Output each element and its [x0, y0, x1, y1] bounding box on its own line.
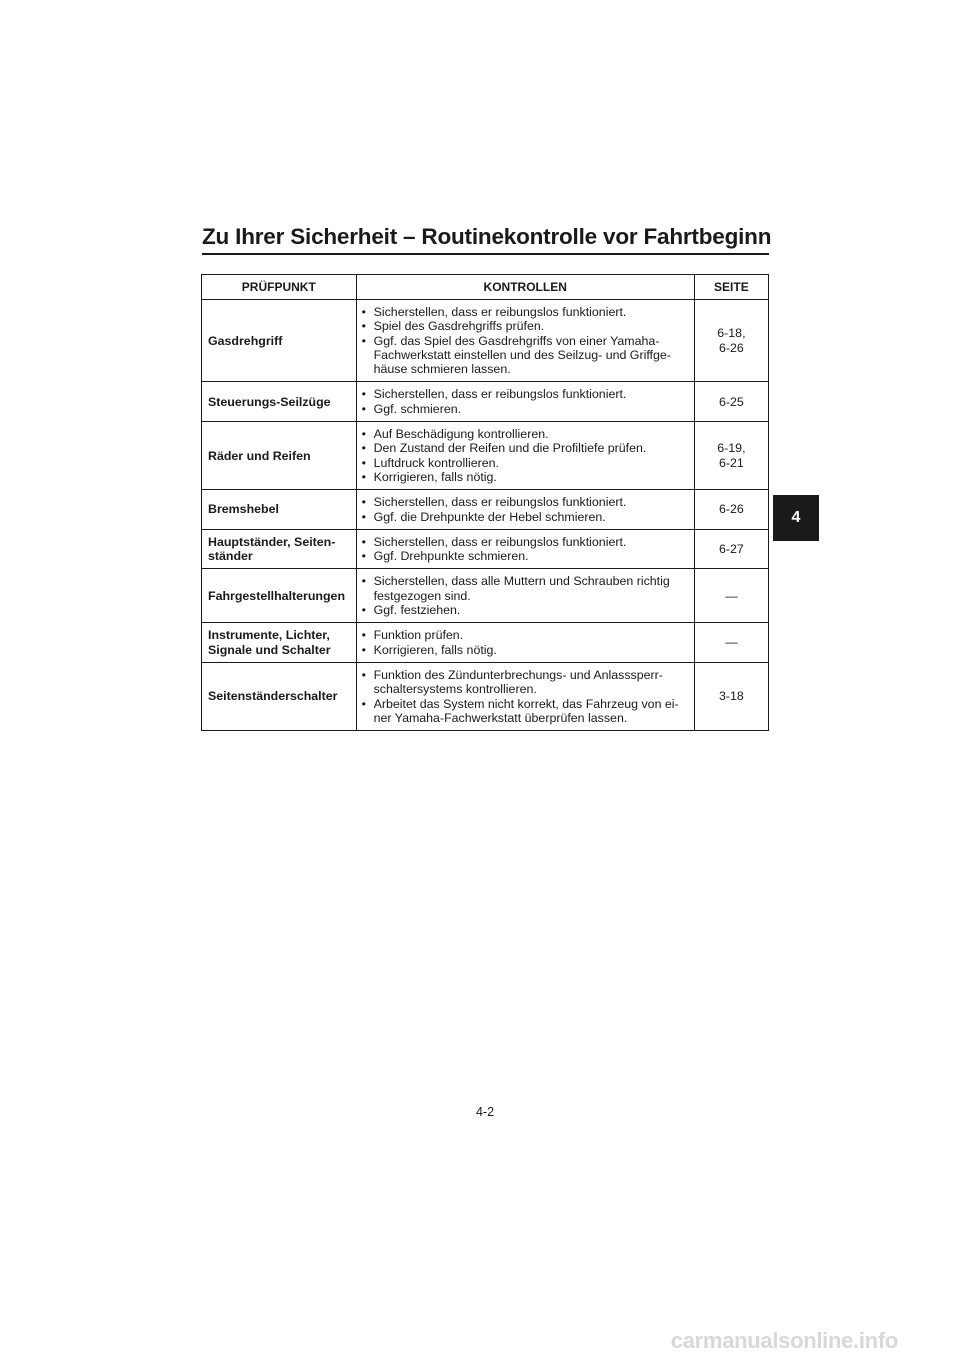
- row-item: Hauptständer, Seiten-ständer: [202, 529, 357, 569]
- check-item: • Ggf. Drehpunkte schmieren.: [361, 549, 690, 563]
- table-row: [202, 569, 769, 623]
- watermark: carmanualsonline.info: [670, 1328, 898, 1353]
- column-header-checks: KONTROLLEN: [356, 275, 694, 300]
- page-number: 4-2: [475, 1105, 495, 1119]
- row-item: Bremshebel: [202, 490, 357, 530]
- check-item: • Ggf. die Drehpunkte der Hebel schmieren.: [361, 510, 690, 524]
- table-row: [202, 300, 769, 382]
- column-header-item: PRÜFPUNKT: [202, 275, 357, 300]
- table-header-row: [202, 275, 769, 300]
- row-checks: [356, 422, 694, 490]
- check-item: • Arbeitet das System nicht korrekt, das Fahrzeug von ei-ner Yamaha-Fachwerkstatt überprüfen lassen.: [361, 697, 690, 726]
- check-item: • Ggf. schmieren.: [361, 402, 690, 416]
- row-page: —: [694, 623, 768, 663]
- row-item: Steuerungs-Seilzüge: [202, 382, 357, 422]
- table-row: [202, 490, 769, 530]
- table-row: [202, 422, 769, 490]
- table-row: [202, 623, 769, 663]
- check-item: • Luftdruck kontrollieren.: [361, 456, 690, 470]
- check-item: • Sicherstellen, dass er reibungslos funktioniert.: [361, 387, 690, 401]
- row-checks: [356, 300, 694, 382]
- row-item: Seitenständerschalter: [202, 662, 357, 730]
- check-item: • Den Zustand der Reifen und die Profiltiefe prüfen.: [361, 441, 690, 455]
- check-item: • Auf Beschädigung kontrollieren.: [361, 427, 690, 441]
- check-item: • Funktion des Zündunterbrechungs- und Anlasssperr-schaltersystems kontrollieren.: [361, 668, 690, 697]
- check-item: • Korrigieren, falls nötig.: [361, 470, 690, 484]
- check-item: • Sicherstellen, dass er reibungslos funktioniert.: [361, 535, 690, 549]
- chapter-tab: 4: [773, 495, 819, 541]
- check-item: • Korrigieren, falls nötig.: [361, 643, 690, 657]
- row-item: Instrumente, Lichter, Signale und Schalter: [202, 623, 357, 663]
- row-checks: [356, 623, 694, 663]
- row-page: 6-27: [694, 529, 768, 569]
- row-page: 6-26: [694, 490, 768, 530]
- table-row: [202, 662, 769, 730]
- row-checks: [356, 490, 694, 530]
- check-item: • Ggf. das Spiel des Gasdrehgriffs von einer Yamaha-Fachwerkstatt einstellen und des Seilzug- und Griffge-häuse schmieren lassen.: [361, 334, 690, 377]
- row-checks: [356, 382, 694, 422]
- row-checks: [356, 529, 694, 569]
- check-item: • Funktion prüfen.: [361, 628, 690, 642]
- table-row: [202, 529, 769, 569]
- check-item: • Spiel des Gasdrehgriffs prüfen.: [361, 319, 690, 333]
- check-item: • Sicherstellen, dass er reibungslos funktioniert.: [361, 305, 690, 319]
- page-title: Zu Ihrer Sicherheit – Routinekontrolle vor Fahrtbeginn: [202, 224, 772, 249]
- row-item: Gasdrehgriff: [202, 300, 357, 382]
- row-item: Fahrgestellhalterungen: [202, 569, 357, 623]
- row-page: 6-18, 6-26: [694, 300, 768, 382]
- check-item: • Ggf. festziehen.: [361, 603, 690, 617]
- checklist-table: [201, 274, 769, 731]
- row-page: —: [694, 569, 768, 623]
- row-page: 6-19, 6-21: [694, 422, 768, 490]
- row-item: Räder und Reifen: [202, 422, 357, 490]
- table-row: [202, 382, 769, 422]
- check-item: • Sicherstellen, dass alle Muttern und Schrauben richtig festgezogen sind.: [361, 574, 690, 603]
- column-header-page: SEITE: [694, 275, 768, 300]
- row-checks: [356, 662, 694, 730]
- check-item: • Sicherstellen, dass er reibungslos funktioniert.: [361, 495, 690, 509]
- row-checks: [356, 569, 694, 623]
- row-page: 6-25: [694, 382, 768, 422]
- row-page: 3-18: [694, 662, 768, 730]
- title-divider: [202, 253, 769, 255]
